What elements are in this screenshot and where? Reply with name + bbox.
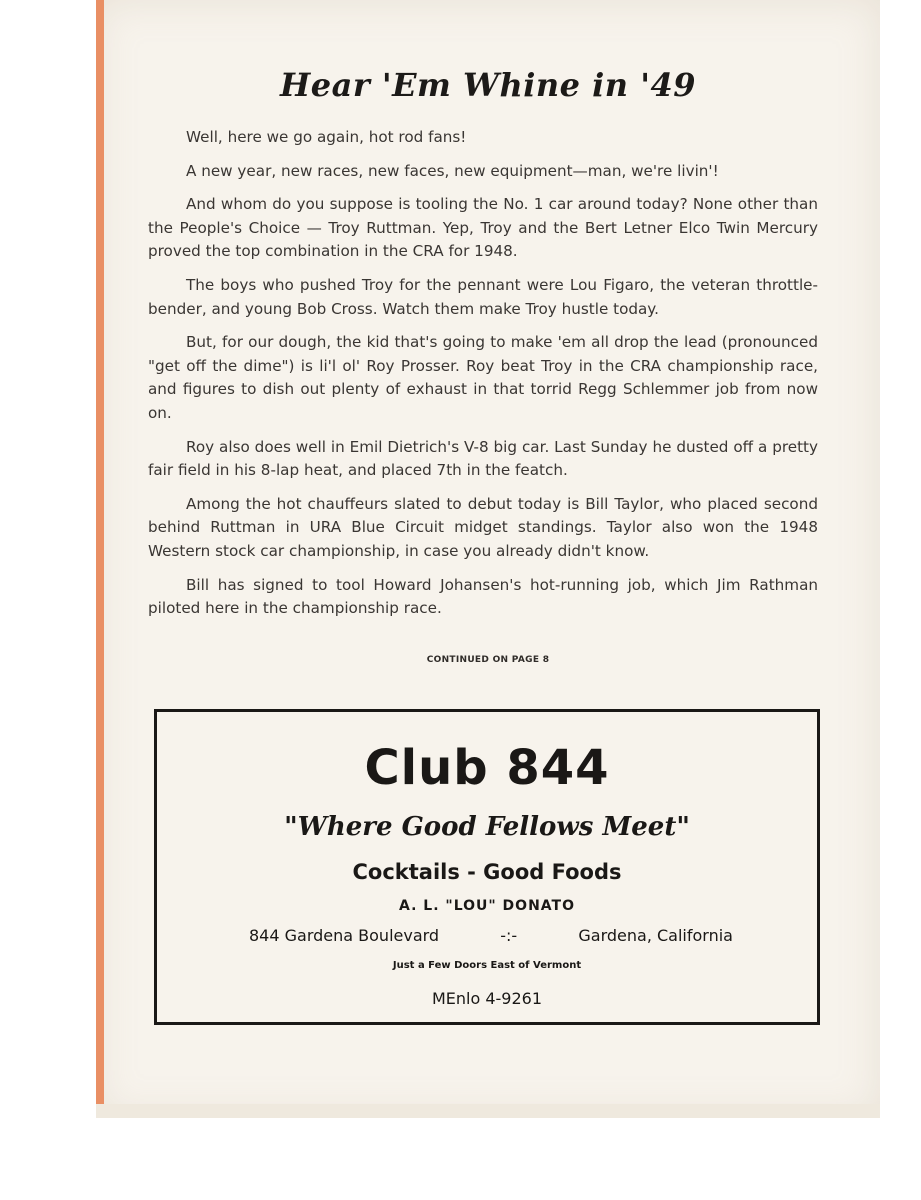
article-title: Hear 'Em Whine in '49 bbox=[279, 66, 697, 104]
ad-services: Cocktails - Good Foods bbox=[352, 860, 622, 884]
ad-slogan: "Where Good Fellows Meet" bbox=[284, 812, 690, 842]
article-paragraph: Bill has signed to tool Howard Johansen's hot-running job, which Jim Rathman piloted here in the championship race. bbox=[148, 575, 818, 618]
advertisement-box bbox=[154, 709, 820, 1025]
ad-owner: A. L. "LOU" DONATO bbox=[399, 898, 575, 914]
article-paragraph: Well, here we go again, hot rod fans! bbox=[186, 128, 467, 146]
article-paragraph: A new year, new races, new faces, new equipment—man, we're livin'! bbox=[186, 161, 719, 180]
ad-separator: -:- bbox=[500, 926, 518, 945]
ad-phone: MEnlo 4-9261 bbox=[431, 989, 543, 1008]
article-paragraph: And whom do you suppose is tooling the No. 1 car around today? None other than the People's Choice — Troy Ruttman. Yep, Troy and the Bert Letner Elco Twin Mercury proved the top combination in the CRA for 1948. bbox=[148, 195, 818, 261]
ad-city: Gardena, California bbox=[578, 926, 733, 945]
ad-address-row bbox=[249, 926, 733, 945]
article-paragraph: Roy also does well in Emil Dietrich's V-8 big car. Last Sunday he dusted off a pretty fair field in his 8-lap heat, and placed 7th in the featch. bbox=[148, 437, 818, 480]
article-body bbox=[148, 126, 818, 631]
article-paragraph: Among the hot chauffeurs slated to debut today is Bill Taylor, who placed second behind Ruttman in URA Blue Circuit midget standings. Taylor also won the 1948 Western stock car championship, in case you already didn't know. bbox=[148, 494, 818, 560]
page-bottom-edge bbox=[96, 1104, 880, 1118]
continued-note: CONTINUED ON PAGE 8 bbox=[426, 655, 550, 665]
ad-business-name: Club 844 bbox=[364, 740, 610, 796]
ad-location-note: Just a Few Doors East of Vermont bbox=[392, 960, 582, 971]
article-paragraph: But, for our dough, the kid that's going to make 'em all drop the lead (pronounced "get off the dime") is li'l ol' Roy Prosser. Roy beat Troy in the CRA championship race, and figures to dish out plenty of exhaust in that torrid Regg Schlemmer job from now on. bbox=[148, 333, 818, 422]
ad-street-address: 844 Gardena Boulevard bbox=[249, 926, 440, 945]
magazine-page bbox=[96, 0, 880, 1118]
cover-edge-strip bbox=[96, 0, 104, 1118]
article-paragraph: The boys who pushed Troy for the pennant were Lou Figaro, the veteran throttle-bender, and young Bob Cross. Watch them make Troy hustle today. bbox=[148, 275, 818, 318]
